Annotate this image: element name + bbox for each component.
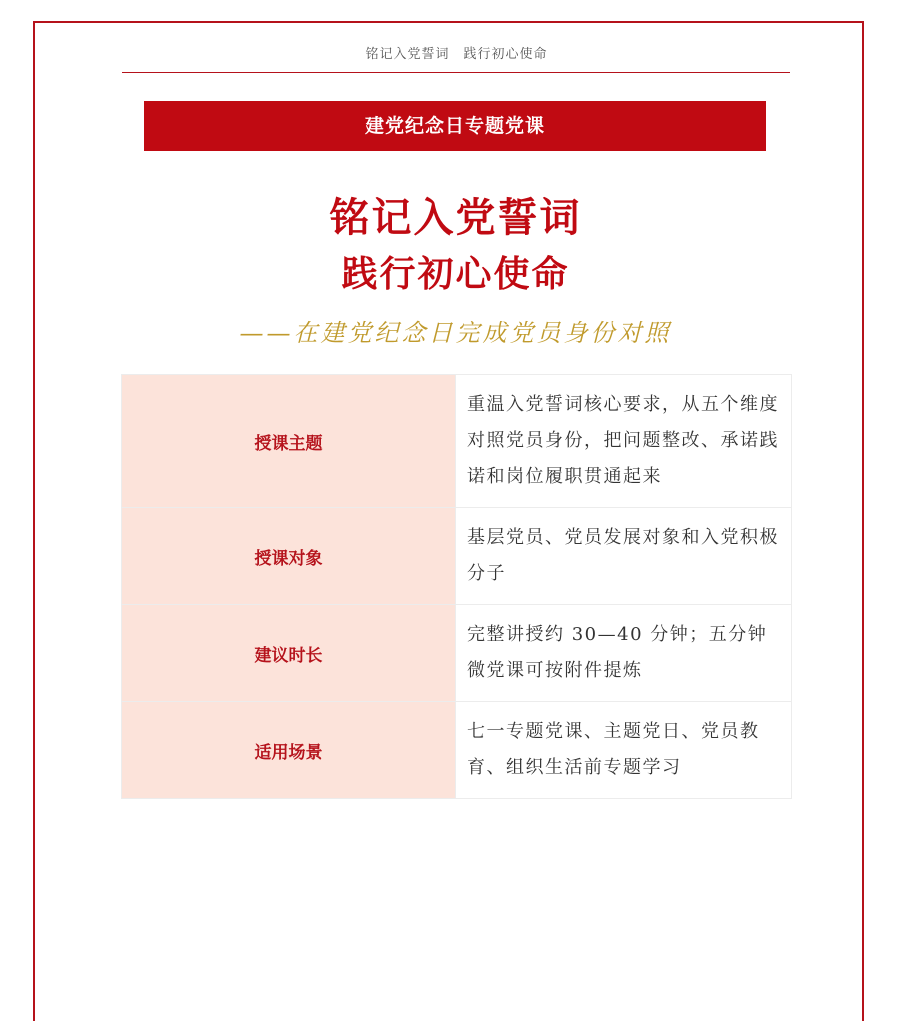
page-title-line2: 践行初心使命 <box>341 254 570 295</box>
row-value: 基层党员、党员发展对象和入党积极分子 <box>456 508 792 605</box>
row-label: 适用场景 <box>122 702 456 799</box>
page-title-line1: 铭记入党誓词 <box>329 195 582 241</box>
row-label: 授课主题 <box>122 375 456 508</box>
row-value: 重温入党誓词核心要求，从五个维度对照党员身份，把问题整改、承诺践诺和岗位履职贯通起来 <box>456 375 792 508</box>
table-row <box>122 375 792 508</box>
running-header: 铭记入党誓词 践行初心使命 <box>365 47 548 62</box>
table-row <box>122 508 792 605</box>
header-divider <box>122 72 790 73</box>
banner: 建党纪念日专题党课 <box>144 101 766 151</box>
row-label: 授课对象 <box>122 508 456 605</box>
row-value: 七一专题党课、主题党日、党员教育、组织生活前专题学习 <box>456 702 792 799</box>
page-subtitle: ——在建党纪念日完成党员身份对照 <box>239 319 672 347</box>
course-info-table <box>121 374 792 799</box>
document-page <box>33 21 864 1021</box>
table-row <box>122 605 792 702</box>
table-row <box>122 702 792 799</box>
row-value: 完整讲授约 30—40 分钟；五分钟微党课可按附件提炼 <box>456 605 792 702</box>
row-label: 建议时长 <box>122 605 456 702</box>
